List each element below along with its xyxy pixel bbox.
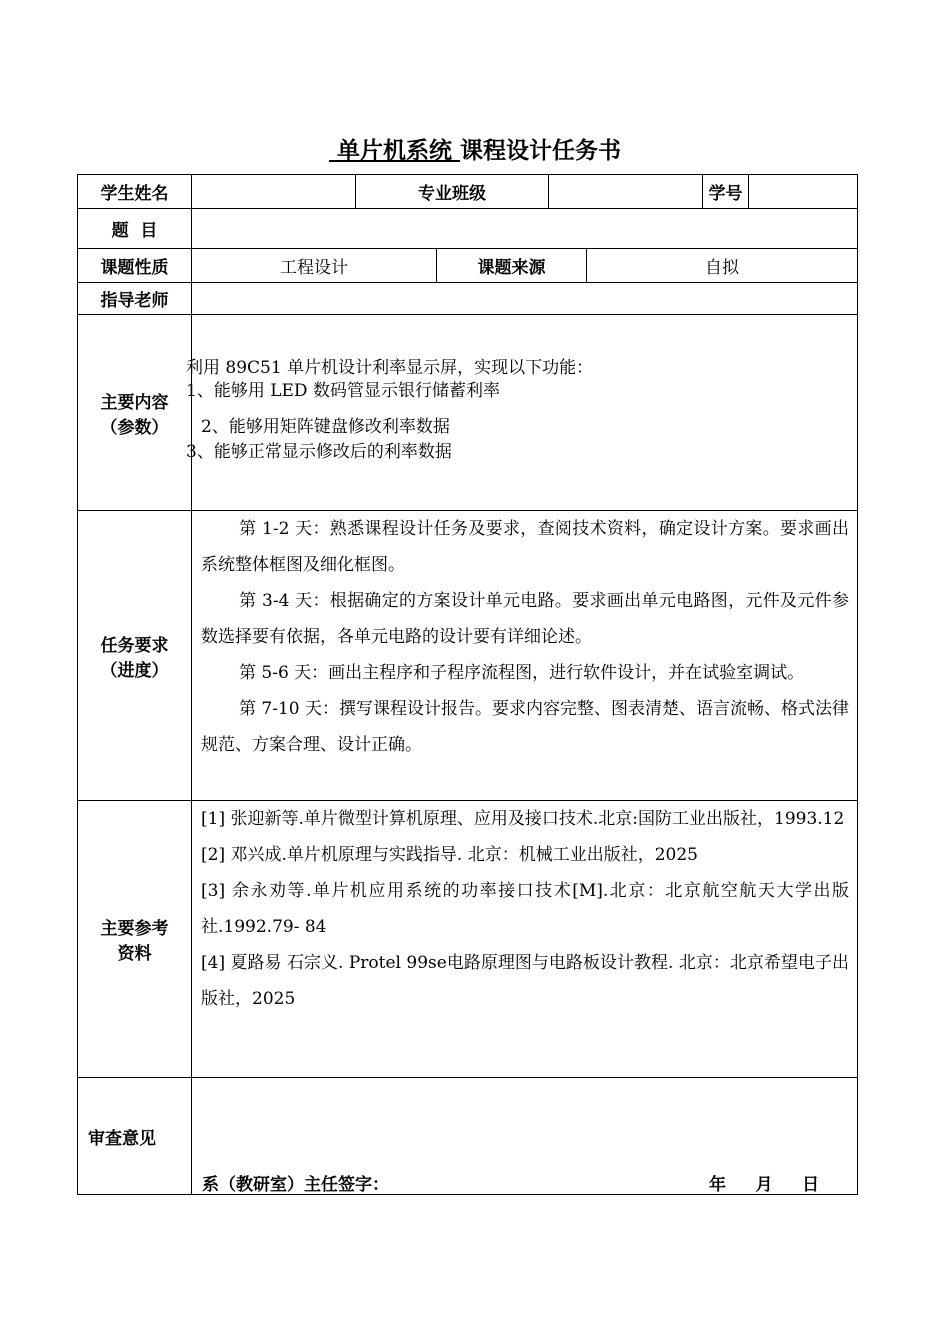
main-content-body [186,315,857,510]
source-value: 自拟 [587,249,858,283]
task-paragraph: 第 3-4 天：根据确定的方案设计单元电路。要求画出单元电路图，元件及元件参数选择要有依据，各单元电路的设计要有详细论述。 [201,591,849,647]
main-content-label [78,315,192,511]
row-nature-source [78,249,858,283]
main-content-line: 2、能够用矩阵键盘修改利率数据 [201,417,450,437]
task-paragraph: 第 5-6 天：画出主程序和子程序流程图，进行软件设计，并在试验室调试。 [239,663,805,683]
topic-field[interactable] [192,209,858,249]
task-form-table [77,174,858,1195]
topic-label: 题 目 [78,209,192,249]
tasks-label-line2: （进度） [100,660,169,681]
document-title [0,132,950,165]
title-suffix: 课程设计任务书 [460,138,621,164]
main-content-cell [186,315,858,511]
references-label-line1: 主要参考 [100,919,169,939]
major-class-field[interactable] [549,175,703,209]
source-label: 课题来源 [437,249,587,283]
date-label: 年 月 日 [709,1175,820,1195]
review-body [192,1078,857,1194]
title-course-name: 单片机系统 [328,138,460,164]
student-name-field[interactable] [192,175,356,209]
tasks-cell [192,511,858,801]
main-content-line: 3、能够正常显示修改后的利率数据 [186,442,452,462]
review-cell [192,1078,858,1195]
reference-item: [2] 邓兴成.单片机原理与实践指导. 北京：机械工业出版社，2025 [201,845,698,865]
advisor-field[interactable] [192,283,858,315]
main-content-line: 利用 89C51 单片机设计利率显示屏，实现以下功能： [186,358,594,378]
references-label-line2: 资料 [117,944,152,964]
row-student-info [78,175,858,209]
reference-item: [3] 余永劝等.单片机应用系统的功率接口技术[M].北京：北京航空航天大学出版社.1992.79- 84 [201,881,849,937]
main-content-label-line1: 主要内容 [100,392,169,413]
references-cell [192,801,858,1078]
row-tasks [78,511,858,801]
row-topic [78,209,858,249]
advisor-label: 指导老师 [78,283,192,315]
references-label [78,801,192,1078]
tasks-label [78,511,192,801]
student-id-field[interactable] [749,175,858,209]
row-references [78,801,858,1078]
row-review [78,1078,858,1195]
main-content-label-line2: （参数） [100,417,169,438]
student-id-label: 学号 [703,175,749,209]
task-paragraph: 第 1-2 天：熟悉课程设计任务及要求，查阅技术资料，确定设计方案。要求画出系统整体框图及细化框图。 [201,519,849,575]
student-name-label: 学生姓名 [78,175,192,209]
reference-item: [1] 张迎新等.单片微型计算机原理、应用及接口技术.北京:国防工业出版社，1993.12 [201,809,845,829]
row-main-content [78,315,858,511]
major-class-label: 专业班级 [356,175,549,209]
nature-label: 课题性质 [78,249,192,283]
signature-label: 系（教研室）主任签字： [202,1175,389,1195]
review-label: 审查意见 [78,1078,192,1195]
main-content-line: 1、能够用 LED 数码管显示银行储蓄利率 [186,381,500,401]
row-advisor [78,283,858,315]
nature-value: 工程设计 [192,249,437,283]
task-paragraph: 第 7-10 天：撰写课程设计报告。要求内容完整、图表清楚、语言流畅、格式法律规范、方案合理、设计正确。 [201,699,849,755]
tasks-label-line1: 任务要求 [100,635,169,656]
reference-item: [4] 夏路易 石宗义. Protel 99se电路原理图与电路板设计教程. 北京：北京希望电子出版社，2025 [201,953,849,1009]
